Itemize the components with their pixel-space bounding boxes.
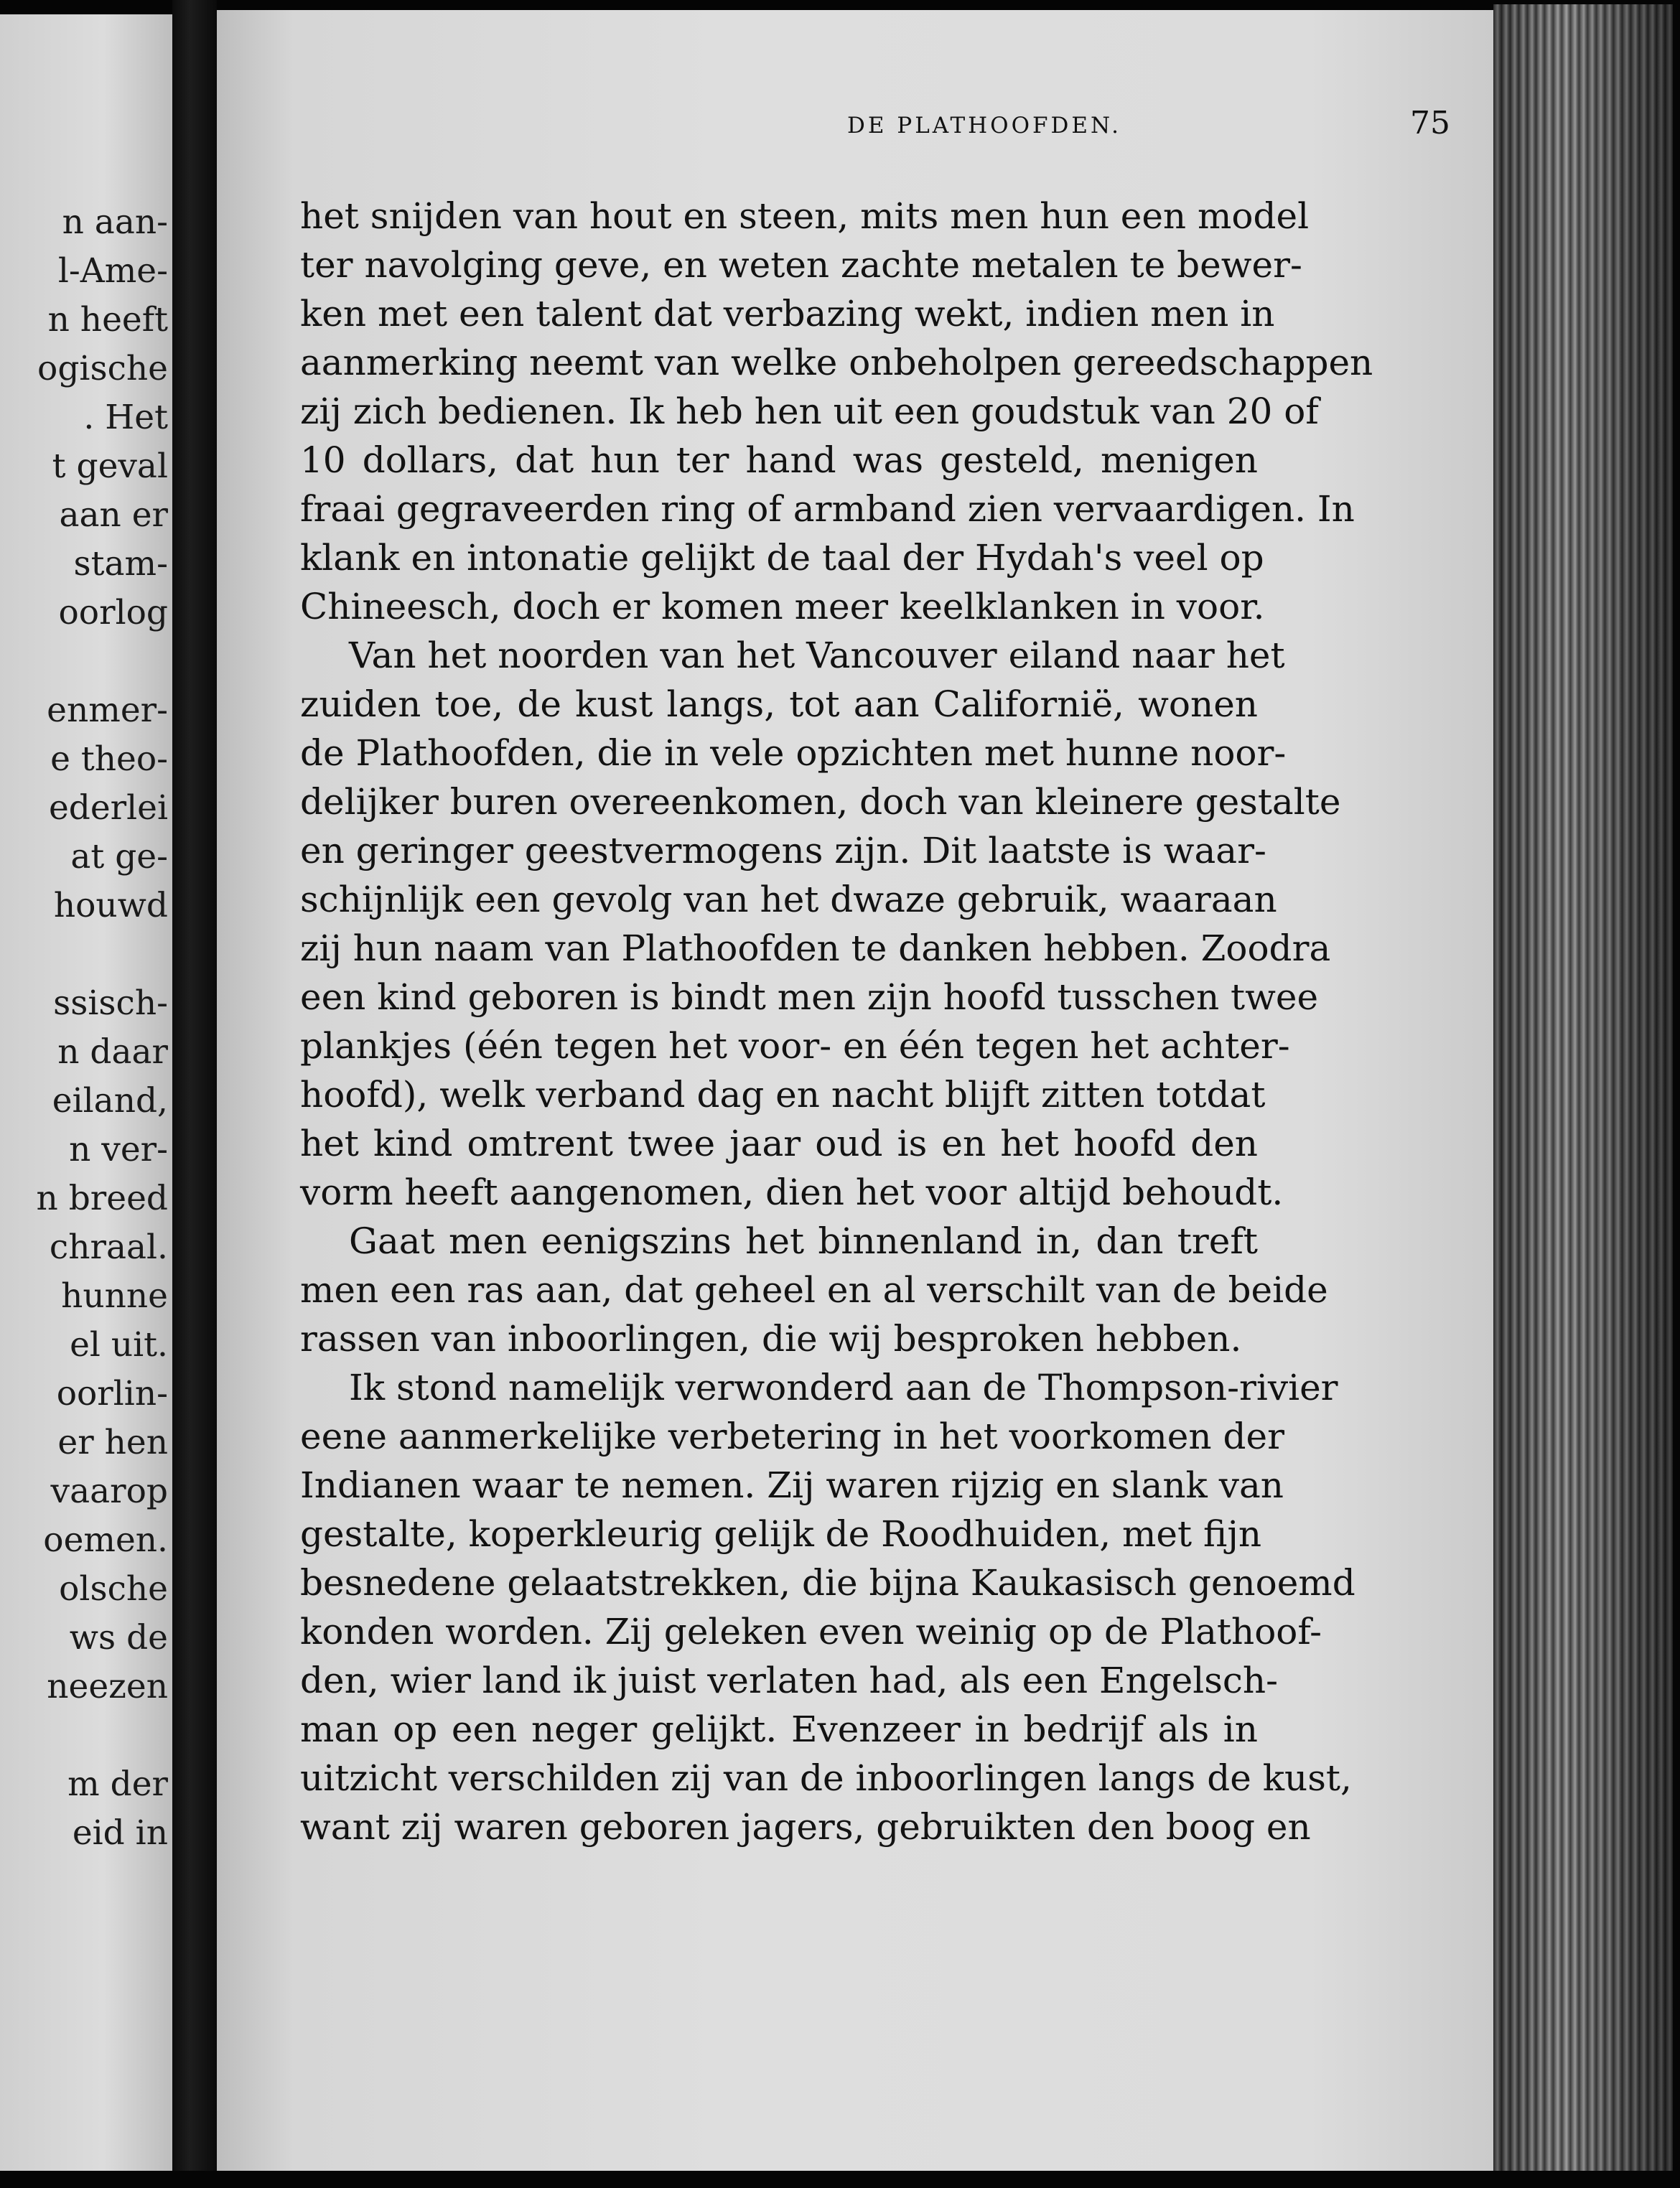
text-line: zij zich bedienen. Ik heb hen uit een goudstuk van 20 of: [300, 391, 1319, 432]
running-header-title: DE PLATHOOFDEN.: [847, 113, 1122, 139]
paragraph-start-line: Van het noorden van het Vancouver eiland naar het: [349, 635, 1285, 676]
left-page-line: stam-: [73, 544, 168, 584]
left-page-line: t geval: [52, 447, 168, 486]
left-page-line: ederlei: [48, 788, 168, 828]
left-page-line: eiland,: [52, 1081, 168, 1121]
left-page-line: neezen: [47, 1667, 168, 1706]
text-line: den, wier land ik juist verlaten had, als een Engelsch-: [300, 1660, 1278, 1701]
text-line: delijker buren overeenkomen, doch van kleinere gestalte: [300, 781, 1341, 823]
left-page-line: er hen: [57, 1423, 168, 1462]
left-page-line: at ge-: [70, 837, 168, 876]
scan-bottom-border: [0, 2171, 1680, 2188]
left-page-line: houwd: [53, 886, 168, 925]
text-line: een kind geboren is bindt men zijn hoofd tusschen twee: [300, 976, 1319, 1018]
left-page-line: aan er: [59, 495, 168, 535]
text-line: zuiden toe, de kust langs, tot aan Californië, wonen: [300, 683, 1258, 725]
left-page-line: ssisch-: [53, 983, 168, 1023]
left-page-line: n breed: [36, 1179, 168, 1218]
page-edge-shadow: [1493, 4, 1673, 2172]
text-line: 10 dollars, dat hun ter hand was gesteld, menigen: [300, 439, 1258, 481]
text-line: Indianen waar te nemen. Zij waren rijzig en slank van: [300, 1464, 1284, 1506]
left-page-line: eid in: [72, 1813, 168, 1853]
text-line: ken met een talent dat verbazing wekt, indien men in: [300, 293, 1275, 335]
text-line: ter navolging geve, en weten zachte metalen te bewer-: [300, 244, 1302, 286]
facing-left-page: [0, 14, 172, 2171]
text-line: Chineesch, doch er komen meer keelklanken in voor.: [300, 586, 1265, 627]
text-line: hoofd), welk verband dag en nacht blijft zitten totdat: [300, 1074, 1266, 1116]
paragraph-start-line: Gaat men eenigszins het binnenland in, dan treft: [349, 1220, 1258, 1262]
left-page-line: e theo-: [50, 739, 168, 779]
text-line: aanmerking neemt van welke onbeholpen gereedschappen: [300, 342, 1373, 383]
text-line: schijnlijk een gevolg van het dwaze gebruik, waaraan: [300, 879, 1277, 920]
text-line: konden worden. Zij geleken even weinig op de Plathoof-: [300, 1611, 1322, 1652]
book-gutter: [172, 0, 217, 2188]
text-line: want zij waren geboren jagers, gebruikten den boog en: [300, 1806, 1311, 1848]
text-line: en geringer geestvermogens zijn. Dit laatste is waar-: [300, 830, 1266, 871]
left-page-line: enmer-: [47, 691, 168, 730]
left-page-line: . Het: [83, 398, 168, 437]
text-line: het snijden van hout en steen, mits men hun een model: [300, 195, 1310, 237]
left-page-line: n heeft: [47, 300, 168, 340]
text-line: men een ras aan, dat geheel en al verschilt van de beide: [300, 1269, 1328, 1311]
text-line: fraai gegraveerden ring of armband zien vervaardigen. In: [300, 488, 1355, 530]
page-number: 75: [1410, 105, 1450, 141]
left-page-line: ogische: [37, 349, 168, 388]
text-line: uitzicht verschilden zij van de inboorlingen langs de kust,: [300, 1757, 1352, 1799]
left-page-line: l-Ame-: [57, 251, 168, 291]
text-line: zij hun naam van Plathoofden te danken hebben. Zoodra: [300, 927, 1331, 969]
left-page-line: n ver-: [69, 1130, 168, 1169]
left-page-line: m der: [67, 1764, 168, 1804]
main-page: [217, 10, 1501, 2171]
left-page-line: oemen.: [43, 1520, 168, 1560]
text-line: de Plathoofden, die in vele opzichten met hunne noor-: [300, 732, 1287, 774]
left-page-line: olsche: [59, 1569, 168, 1609]
left-page-line: hunne: [61, 1276, 168, 1316]
text-line: eene aanmerkelijke verbetering in het voorkomen der: [300, 1416, 1284, 1457]
text-line: besnedene gelaatstrekken, die bijna Kaukasisch genoemd: [300, 1562, 1355, 1604]
text-line: plankjes (één tegen het voor- en één tegen het achter-: [300, 1025, 1290, 1067]
left-page-line: el uit.: [70, 1325, 168, 1365]
left-page-line: chraal.: [49, 1228, 168, 1267]
text-line: gestalte, koperkleurig gelijk de Roodhuiden, met fijn: [300, 1513, 1262, 1555]
left-page-line: oorlog: [58, 593, 168, 632]
left-page-line: n daar: [57, 1032, 168, 1072]
left-page-line: n aan-: [62, 202, 168, 242]
text-line: vorm heeft aangenomen, dien het voor altijd behoudt.: [300, 1172, 1284, 1213]
text-line: man op een neger gelijkt. Evenzeer in bedrijf als in: [300, 1708, 1258, 1750]
left-page-line: oorlin-: [56, 1374, 168, 1413]
text-line: klank en intonatie gelijkt de taal der Hydah's veel op: [300, 537, 1264, 579]
left-page-line: ws de: [69, 1618, 168, 1658]
left-page-line: vaarop: [50, 1472, 168, 1511]
text-line: het kind omtrent twee jaar oud is en het hoofd den: [300, 1123, 1258, 1164]
paragraph-start-line: Ik stond namelijk verwonderd aan de Thompson-rivier: [349, 1367, 1338, 1408]
text-line: rassen van inboorlingen, die wij besproken hebben.: [300, 1318, 1242, 1360]
